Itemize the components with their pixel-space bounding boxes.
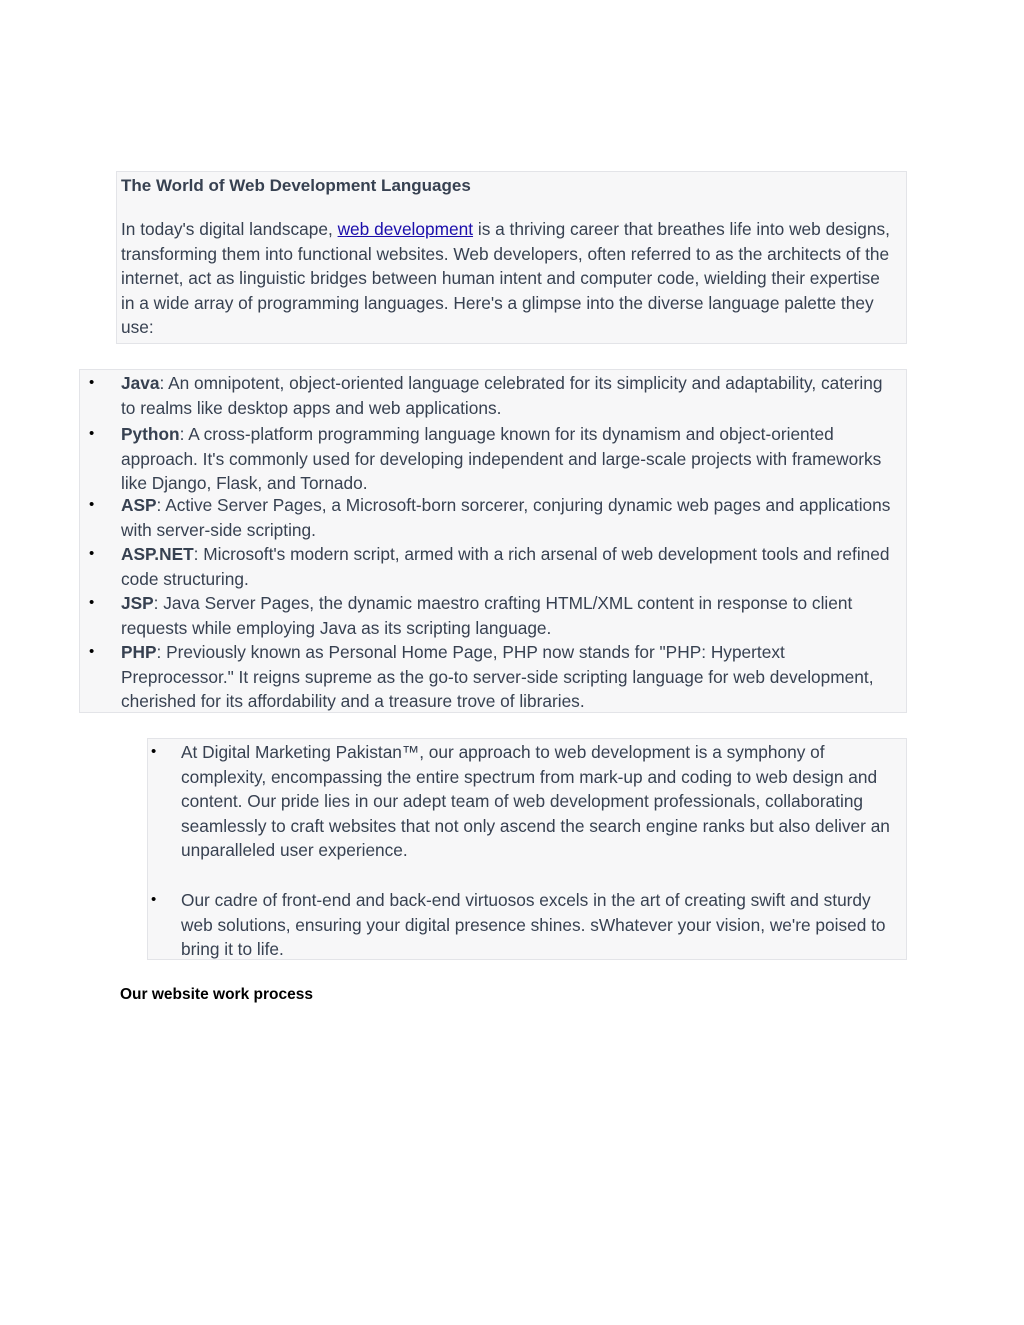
intro-paragraph bbox=[121, 217, 891, 340]
bullet-icon: • bbox=[151, 743, 157, 760]
language-name: Java bbox=[121, 373, 160, 393]
bullet-icon: • bbox=[89, 374, 95, 391]
language-name: JSP bbox=[121, 593, 154, 613]
languages-section bbox=[79, 369, 907, 713]
bullet-icon: • bbox=[89, 594, 95, 611]
language-name: PHP bbox=[121, 642, 157, 662]
bullet-icon: • bbox=[89, 496, 95, 513]
language-description: : Active Server Pages, a Microsoft-born sorcerer, conjuring dynamic web pages and applications with server-side scripting. bbox=[121, 495, 891, 540]
agency-text: Our cadre of front-end and back-end virtuosos excels in the art of creating swift and sturdy web solutions, ensuring your digital presence shines. sWhatever your vision, we're poised to bring it to life. bbox=[181, 890, 886, 960]
web-development-link[interactable]: web development bbox=[337, 219, 474, 239]
intro-title: The World of Web Development Languages bbox=[121, 176, 471, 195]
agency-section bbox=[147, 738, 907, 960]
language-description: : An omnipotent, object-oriented language celebrated for its simplicity and adaptability, catering to realms like desktop apps and web applications. bbox=[121, 373, 883, 418]
language-name: Python bbox=[121, 424, 180, 444]
bullet-icon: • bbox=[89, 643, 95, 660]
agency-text: At Digital Marketing Pakistan™, our approach to web development is a symphony of complexity, encompassing the entire spectrum from mark-up and coding to web design and content. Our pride lies in our adept team of web development professionals, collaborating seamlessly to craft websites that not only ascend the search engine ranks but also deliver an unparalleled user experience. bbox=[181, 742, 890, 861]
intro-section bbox=[116, 171, 907, 344]
language-description: : Java Server Pages, the dynamic maestro crafting HTML/XML content in response to client requests while employing Java as its scripting language. bbox=[121, 593, 853, 638]
bullet-icon: • bbox=[151, 891, 157, 908]
language-description: : A cross-platform programming language known for its dynamism and object-oriented approach. It's commonly used for developing independent and large-scale projects with frameworks like Django, Flask, and Tornado. bbox=[121, 424, 882, 494]
language-description: : Microsoft's modern script, armed with a rich arsenal of web development tools and refined code structuring. bbox=[121, 544, 890, 589]
process-heading: Our website work process bbox=[120, 986, 313, 1003]
intro-text-end: is a thriving career that breathes life into web designs, transforming them into functional websites. Web developers, often referred to as the architects of the internet, act as linguistic bridges between human intent and computer code, wielding their expertise in a wide array of programming languages. Here's a glimpse into the diverse language palette they use: bbox=[121, 219, 890, 338]
bullet-icon: • bbox=[89, 545, 95, 562]
language-description: : Previously known as Personal Home Page, PHP now stands for "PHP: Hypertext Preprocessor." It reigns supreme as the go-to server-side scripting language for web development, cherished for its affordability and a treasure trove of libraries. bbox=[121, 642, 874, 712]
language-name: ASP.NET bbox=[121, 544, 194, 564]
language-name: ASP bbox=[121, 495, 157, 515]
bullet-icon: • bbox=[89, 425, 95, 442]
intro-text-start: In today's digital landscape, bbox=[121, 219, 338, 239]
